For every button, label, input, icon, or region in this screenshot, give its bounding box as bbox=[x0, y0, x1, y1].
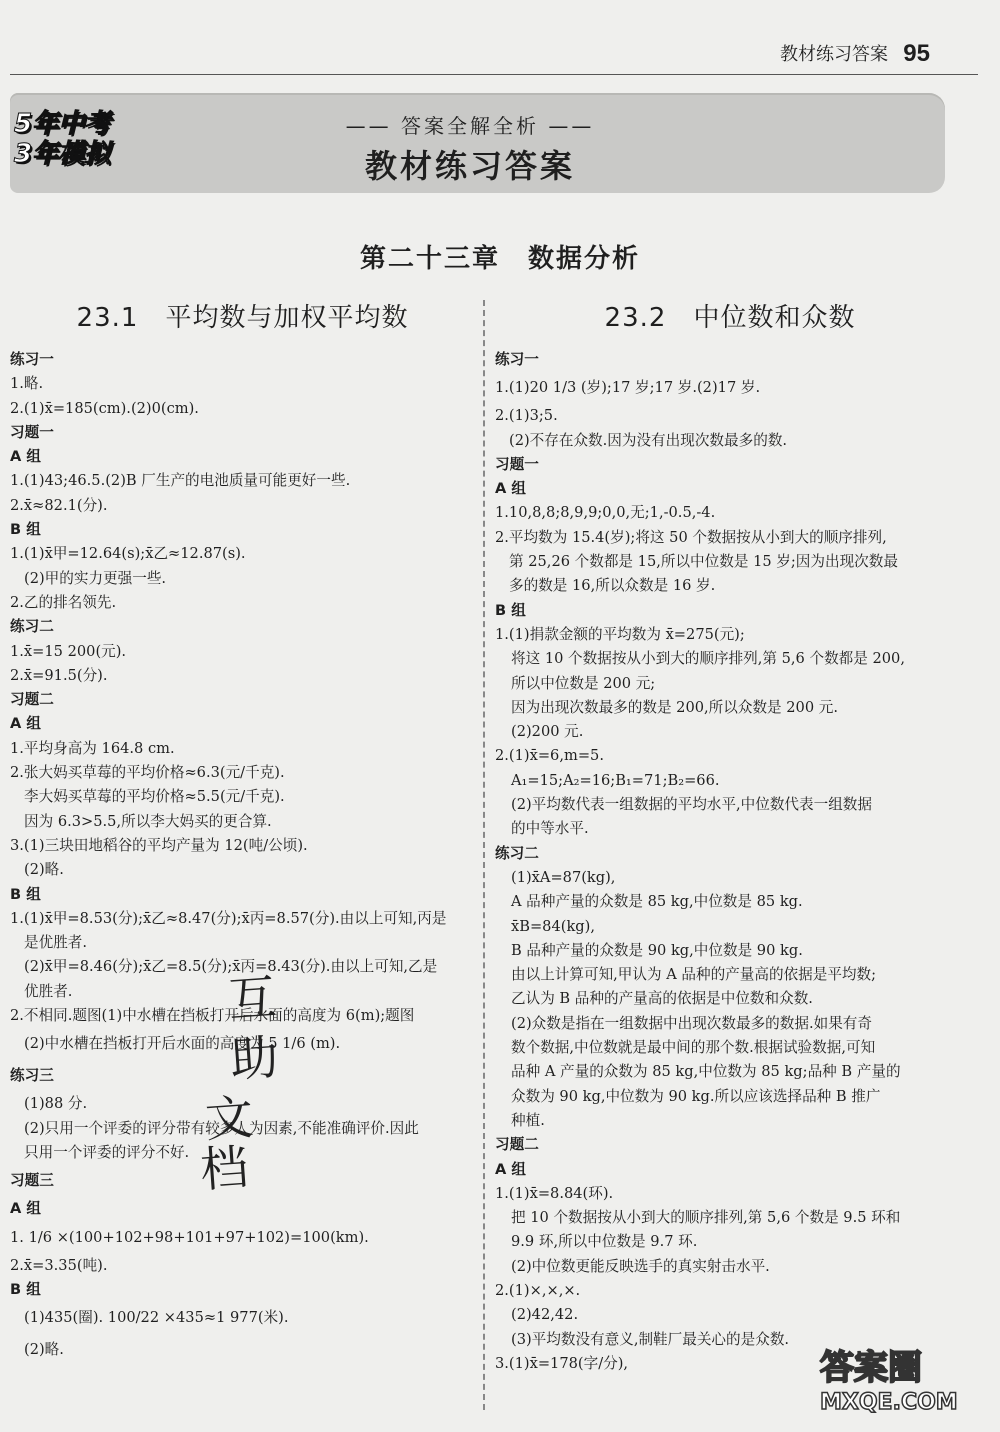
answer-line: 数个数据,中位数就是最中间的那个数.根据试验数据,可知 bbox=[511, 1039, 876, 1057]
exercise-heading: A 组 bbox=[10, 1200, 41, 1218]
answer-line: 众数为 90 kg,中位数为 90 kg.所以应该选择品种 B 推广 bbox=[511, 1087, 881, 1105]
handwritten-char-3: 文 bbox=[203, 1089, 256, 1149]
answer-line: A₁=15;A₂=16;B₁=71;B₂=66. bbox=[511, 771, 720, 789]
answer-line: 只用一个评委的评分不好. bbox=[24, 1143, 190, 1161]
handwritten-char-1: 互 bbox=[226, 969, 279, 1029]
answer-line: 2.x̄=3.35(吨). bbox=[10, 1256, 108, 1274]
answer-line: 1.(1)x̄甲=8.53(分);x̄乙≈8.47(分);x̄丙=8.57(分).由以上可知,丙是 bbox=[10, 909, 447, 927]
running-title: 教材练习答案 bbox=[780, 44, 888, 65]
exercise-heading: A 组 bbox=[10, 715, 41, 733]
answer-line: 将这 10 个数据按从小到大的顺序排列,第 5,6 个数都是 200, bbox=[511, 650, 905, 668]
answer-line: (1)x̄A=87(kg), bbox=[511, 868, 616, 886]
answer-line: 李大妈买草莓的平均价格≈5.5(元/千克). bbox=[24, 788, 285, 806]
answer-line: (2)200 元. bbox=[511, 723, 584, 741]
watermark bbox=[820, 1340, 990, 1425]
answer-line: B 品种产量的众数是 90 kg,中位数是 90 kg. bbox=[511, 941, 803, 959]
exercise-heading: B 组 bbox=[10, 1280, 41, 1298]
exercise-heading: 练习二 bbox=[495, 844, 539, 862]
answer-line: 9.9 环,所以中位数是 9.7 环. bbox=[511, 1233, 698, 1251]
answer-line: (2)众数是指在一组数据中出现次数最多的数据.如果有奇 bbox=[511, 1014, 872, 1032]
answer-line: 2.(1)×,×,×. bbox=[495, 1281, 581, 1299]
exercise-heading: 练习二 bbox=[10, 618, 54, 636]
answer-line: 2.乙的排名领先. bbox=[10, 593, 117, 611]
answer-line: 2.x̄=91.5(分). bbox=[10, 666, 108, 684]
answer-line: 2.x̄≈82.1(分). bbox=[10, 496, 108, 514]
answer-line: 优胜者. bbox=[24, 982, 73, 1000]
exercise-heading: 习题二 bbox=[495, 1136, 539, 1154]
answer-line: 第 25,26 个数都是 15,所以中位数是 15 岁;因为出现次数最 bbox=[509, 553, 898, 571]
answer-line: 1.10,8,8;8,9,9;0,0,无;1,-0.5,-4. bbox=[495, 504, 716, 522]
answer-line: 乙认为 B 品种的产量高的依据是中位数和众数. bbox=[511, 990, 813, 1008]
answer-line: (1)88 分. bbox=[24, 1095, 88, 1113]
answer-line: x̄B=84(kg), bbox=[511, 917, 595, 935]
answer-line: (2)42,42. bbox=[511, 1306, 579, 1324]
exercise-heading: B 组 bbox=[495, 601, 526, 619]
logo-line-1: 5年中考 bbox=[14, 109, 111, 139]
answer-line: 2.(1)x̄=185(cm).(2)0(cm). bbox=[10, 399, 199, 417]
answer-line: 把 10 个数据按从小到大的顺序排列,第 5,6 个数是 9.5 环和 bbox=[511, 1209, 901, 1227]
answer-line: (2)略. bbox=[24, 861, 64, 879]
answer-line: (2)x̄甲=8.46(分);x̄乙=8.5(分);x̄丙=8.43(分).由以上可知,乙是 bbox=[24, 958, 438, 976]
exercise-heading: 习题一 bbox=[495, 455, 539, 473]
answer-line: (2)中水槽在挡板打开后水面的高度为 5 1/6 (m). bbox=[24, 1035, 341, 1053]
answer-line: 所以中位数是 200 元; bbox=[511, 674, 656, 692]
answer-line: 3.(1)x̄=178(字/分), bbox=[495, 1354, 629, 1372]
answer-line: 1. 1/6 ×(100+102+98+101+97+102)=100(km). bbox=[10, 1228, 369, 1246]
chapter-title: 第二十三章 数据分析 bbox=[359, 244, 640, 274]
watermark-url: MXQE.COM bbox=[820, 1390, 958, 1415]
answer-line: 1.略. bbox=[10, 375, 44, 393]
exercise-heading: A 组 bbox=[10, 448, 41, 466]
answer-line: 由以上计算可知,甲认为 A 品种的产量高的依据是平均数; bbox=[511, 966, 877, 984]
handwritten-char-4: 档 bbox=[198, 1139, 251, 1199]
exercise-heading: B 组 bbox=[10, 885, 41, 903]
answer-line: A 品种产量的众数是 85 kg,中位数是 85 kg. bbox=[511, 893, 803, 911]
answer-line: 1.x̄=15 200(元). bbox=[10, 642, 127, 660]
banner-subtitle: —— 答案全解全析 —— bbox=[345, 114, 595, 138]
answer-line: 1.(1)43;46.5.(2)B 厂生产的电池质量可能更好一些. bbox=[10, 472, 351, 490]
answer-line: 种植. bbox=[511, 1111, 545, 1129]
answer-line: 1.(1)捐款金额的平均数为 x̄=275(元); bbox=[495, 625, 745, 643]
answer-line: 1.(1)x̄甲=12.64(s);x̄乙≈12.87(s). bbox=[10, 545, 246, 563]
answer-line: 2.(1)x̄=6,m=5. bbox=[495, 747, 604, 765]
answer-line: 因为出现次数最多的数是 200,所以众数是 200 元. bbox=[511, 698, 838, 716]
answer-line: (2)只用一个评委的评分带有较多人为因素,不能准确评价.因此 bbox=[24, 1119, 419, 1137]
series-logo bbox=[14, 103, 150, 169]
left-column bbox=[10, 290, 475, 1366]
answer-line: 是优胜者. bbox=[24, 934, 88, 952]
answer-line: 2.张大妈买草莓的平均价格≈6.3(元/千克). bbox=[10, 764, 285, 782]
answer-line: 1.(1)x̄=8.84(环). bbox=[495, 1184, 614, 1202]
answer-line: (2)平均数代表一组数据的平均水平,中位数代表一组数据 bbox=[511, 796, 872, 814]
column-divider bbox=[483, 300, 485, 1410]
banner-title: 教材练习答案 bbox=[364, 147, 575, 185]
answer-line: (1)435(圈). 100/22 ×435≈1 977(米). bbox=[24, 1309, 289, 1327]
answer-line: (2)略. bbox=[24, 1341, 64, 1359]
header-rule bbox=[10, 74, 978, 75]
exercise-heading: 习题二 bbox=[10, 691, 54, 709]
answer-line: 多的数是 16,所以众数是 16 岁. bbox=[509, 577, 716, 595]
exercise-heading: 练习一 bbox=[10, 351, 54, 368]
exercise-heading: B 组 bbox=[10, 521, 41, 539]
answer-line: 1.(1)20 1/3 (岁);17 岁;17 岁.(2)17 岁. bbox=[495, 379, 761, 397]
answer-line: (2)甲的实力更强一些. bbox=[24, 569, 167, 587]
right-answer-list bbox=[495, 348, 965, 1376]
right-column bbox=[495, 290, 965, 1376]
exercise-heading: 练习一 bbox=[495, 351, 539, 368]
answer-line: (2)中位数更能反映选手的真实射击水平. bbox=[511, 1257, 770, 1275]
answer-line: (3)平均数没有意义,制鞋厂最关心的是众数. bbox=[511, 1330, 790, 1348]
answer-line: 2.(1)3;5. bbox=[495, 407, 558, 425]
handwritten-char-2: 助 bbox=[228, 1029, 281, 1089]
watermark-logo: 答案圈 bbox=[820, 1348, 922, 1388]
answer-line: 1.平均身高为 164.8 cm. bbox=[10, 739, 175, 757]
section-title-23-2: 23.2 中位数和众数 bbox=[604, 303, 856, 333]
answer-line: 2.不相同.题图(1)中水槽在挡板打开后水面的高度为 6(m);题图 bbox=[10, 1007, 415, 1025]
exercise-heading: A 组 bbox=[495, 1160, 526, 1178]
exercise-heading: 习题一 bbox=[10, 423, 54, 441]
page-number: 95 bbox=[903, 40, 930, 67]
exercise-heading: 练习三 bbox=[10, 1067, 54, 1085]
answer-line: 的中等水平. bbox=[511, 820, 589, 838]
answer-line: 因为 6.3>5.5,所以李大妈买的更合算. bbox=[24, 812, 272, 830]
exercise-heading: A 组 bbox=[495, 480, 526, 498]
answer-line: 2.平均数为 15.4(岁);将这 50 个数据按从小到大的顺序排列, bbox=[495, 528, 887, 546]
answer-line: (2)不存在众数.因为没有出现次数最多的数. bbox=[509, 431, 788, 449]
section-title-23-1: 23.1 平均数与加权平均数 bbox=[76, 303, 409, 333]
logo-line-2: 3年模拟 bbox=[14, 139, 111, 169]
left-answer-list bbox=[10, 348, 475, 1366]
answer-line: 3.(1)三块田地稻谷的平均产量为 12(吨/公顷). bbox=[10, 836, 308, 854]
answer-line: 品种 A 产量的众数为 85 kg,中位数为 85 kg;品种 B 产量的 bbox=[511, 1063, 901, 1081]
exercise-heading: 习题三 bbox=[10, 1172, 54, 1190]
